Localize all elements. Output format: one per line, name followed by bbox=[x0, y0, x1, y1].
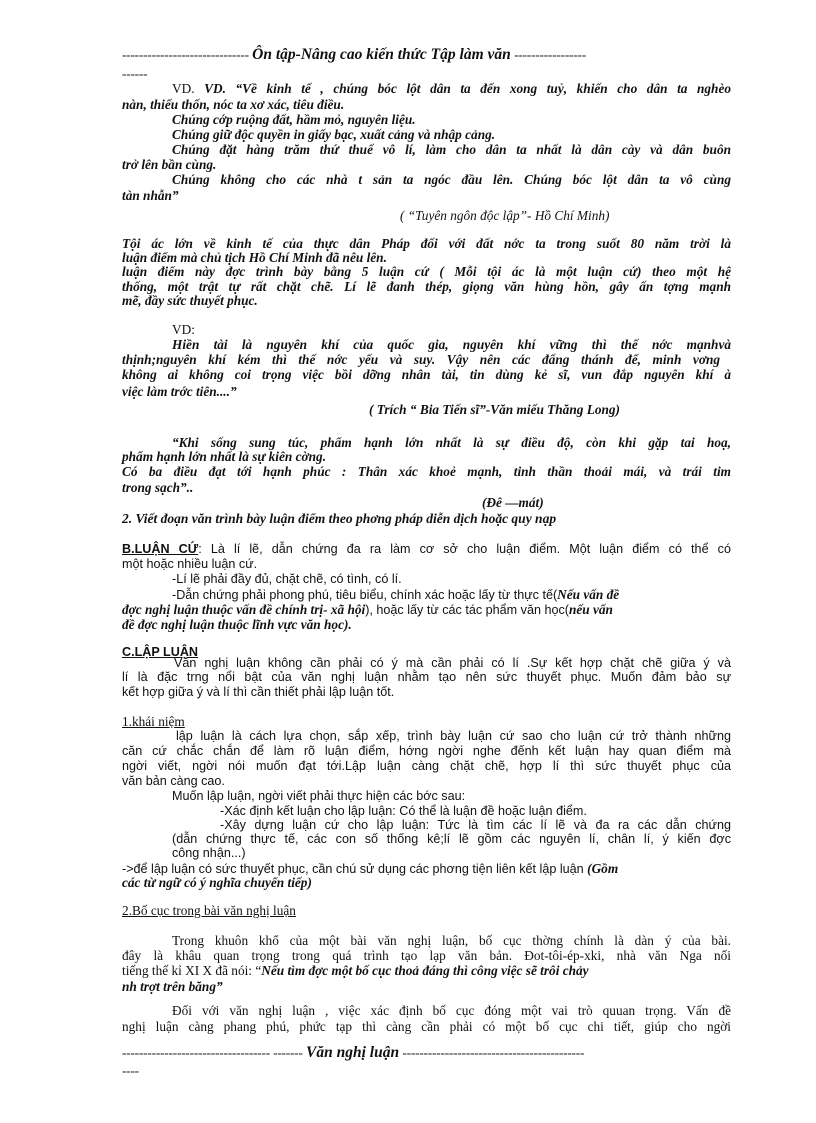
luan-cu-text-5a: đợc nghị luận thuộc vấn đề chính trị- xã hội bbox=[122, 602, 366, 617]
header-dashes-right: ----------------- bbox=[514, 47, 586, 62]
luan-cu-line-6: đề đợc nghị luận thuộc lĩnh vực văn học). bbox=[122, 617, 352, 632]
page-footer bbox=[122, 1045, 584, 1060]
luan-cu-text-5b: ), hoặc lấy từ các tác phẩm văn học( bbox=[365, 603, 569, 617]
example-1-line-6: trở lên bần cùng. bbox=[122, 157, 217, 172]
luan-cu-line-3: -Lí lẽ phải đầy đủ, chặt chẽ, có tình, có lí. bbox=[172, 572, 402, 586]
footer-dashes-wrap: ---- bbox=[122, 1063, 139, 1078]
example-3-source: (Đê —mát) bbox=[482, 495, 544, 510]
analysis-line-4: thống, một trật tự rất chặt chẽ. Lí lẽ đanh thép, giọng văn hùng hồn, gây ấn tợng mạnh bbox=[122, 279, 731, 294]
bo-cuc-line-3 bbox=[122, 963, 589, 978]
bo-cuc-line-1: Trong khuôn khổ của một bài văn nghị luận, bố cục thờng chính là dàn ý của bài. bbox=[172, 933, 731, 948]
lap-luan-line-2: lí là đặc trng nổi bật của văn nghị luận nhằm tạo nên sức thuyết phục. Muốn đảm bảo sự bbox=[122, 670, 731, 684]
luan-cu-line-2: một hoặc nhiều luận cứ. bbox=[122, 557, 258, 571]
analysis-line-2: luận điểm mà chủ tịch Hồ Chí Minh đã nêu lên. bbox=[122, 250, 387, 265]
header-title: Ôn tập-Nâng cao kiến thức Tập làm văn bbox=[252, 46, 511, 63]
example-1-line-8: tàn nhẫn” bbox=[122, 188, 179, 203]
example-2-line-3: không ai không coi trọng việc bồi dỡng nhân tài, tin dùng kẻ sĩ, vun đắp nguyên khí à bbox=[122, 367, 731, 382]
example-1-line-2: nàn, thiếu thốn, nóc ta xơ xác, tiêu điều. bbox=[122, 97, 345, 112]
example-1-line-5: Chúng đặt hàng trăm thứ thuế vô lí, làm cho dân ta nhất là dân cày và dân buôn bbox=[172, 142, 731, 157]
luan-cu-line-5 bbox=[122, 602, 613, 618]
footer-title: Văn nghị luận bbox=[306, 1044, 400, 1061]
footer-dashes-left: ----------------------------------- ------- bbox=[122, 1045, 303, 1060]
bo-cuc-line-4: nh trợt trên băng” bbox=[122, 979, 223, 994]
luan-cu-line-1 bbox=[122, 542, 731, 557]
bo-cuc-text-3a: tiếng thế kỉ XI X đã nói: “ bbox=[122, 963, 262, 978]
khai-niem-heading: 1.khái niệm bbox=[122, 714, 185, 729]
example-3-line-2: phẩm hạnh lớn nhất là sự kiên cờng. bbox=[122, 449, 327, 464]
luan-cu-text-4a: -Dẫn chứng phải phong phú, tiêu biểu, chính xác hoặc lấy từ thực tế( bbox=[172, 588, 558, 602]
khai-niem-line-8: (dẫn chứng thực tế, các con số thống kê;lí lẽ gồm các nguyên lí, chân lí, ý kiến đợc bbox=[172, 832, 731, 846]
khai-niem-text-10a: ->để lập luận có sức thuyết phục, cần chú sử dụng các phơng tiện liên kết lập luận bbox=[122, 862, 588, 876]
example-2-line-2: thịnh;nguyên khí kém thì thế nớc yếu và suy. Vậy nên các đấng thánh đế, minh vơng bbox=[122, 352, 720, 367]
khai-niem-line-2: căn cứ chắc chắn để làm rõ luận điểm, hớng ngời nghe đếnh kết luận hay quan điểm mà bbox=[122, 744, 731, 758]
bo-cuc-line-5: Đối với văn nghị luận , việc xác định bố cục đóng một vai trò quuan trọng. Vấn đề bbox=[172, 1003, 731, 1018]
bo-cuc-text-3b: Nếu tìm đợc một bố cục thoả đáng thì công việc sẽ trôi chảy bbox=[261, 963, 589, 978]
example-2-line-4: việc làm trớc tiên....” bbox=[122, 384, 237, 399]
analysis-line-3: luận điểm này đợc trình bày bằng 5 luận cứ ( Mỗi tội ác là một luận cứ) theo một hệ bbox=[122, 264, 731, 279]
lap-luan-line-3: kết hợp giữa ý và lí thì cần thiết phải lập luận tốt. bbox=[122, 685, 395, 699]
example-1-line-4: Chúng giữ độc quyền in giấy bạc, xuất cảng và nhập cảng. bbox=[172, 127, 496, 142]
bo-cuc-heading: 2.Bố cục trong bài văn nghị luận bbox=[122, 903, 296, 918]
example-2-line-1: Hiền tài là nguyên khí của quốc gia, nguyên khí vững thì thế nớc mạnhvà bbox=[172, 337, 731, 352]
bo-cuc-line-6: nghị luận càng phang phú, phức tạp thì càng cần phải có một bố cục chi tiết, giúp cho ngời bbox=[122, 1019, 731, 1034]
header-dashes-wrap: ------ bbox=[122, 66, 148, 81]
luan-cu-line-4 bbox=[172, 587, 619, 603]
example-1-source: ( “Tuyên ngôn độc lập”- Hồ Chí Minh) bbox=[400, 208, 610, 223]
bo-cuc-line-2: đây là khâu quan trọng trong quá trình tạo lạp văn bản. Đot-tôi-ép-xki, nhà văn Nga nổi bbox=[122, 948, 731, 963]
khai-niem-line-11: các từ ngữ có ý nghĩa chuyển tiếp) bbox=[122, 875, 312, 890]
example-1-line-7: Chúng không cho các nhà t sản ta ngóc đầu lên. Chúng bóc lột dân ta vô cùng bbox=[172, 172, 731, 187]
example-2-label: VD: bbox=[172, 322, 195, 337]
example-3-line-4: trong sạch”.. bbox=[122, 480, 194, 495]
lap-luan-line-1: Văn nghị luận không cần phải có ý mà cần phải có lí .Sự kết hợp chặt chẽ giữa ý và bbox=[174, 656, 731, 670]
khai-niem-line-6: -Xác định kết luận cho lập luận: Có thể là luận đề hoặc luận điểm. bbox=[220, 804, 587, 818]
luan-cu-text-1: : Là lí lẽ, dẫn chứng đa ra làm cơ sở cho luận điểm. Một luận điểm có thể có bbox=[198, 542, 731, 556]
khai-niem-text-10b: (Gồm bbox=[587, 861, 619, 876]
example-3-line-1: “Khi sống sung túc, phẩm hạnh lớn nhất là sự điều độ, còn khi gặp tai hoạ, bbox=[172, 435, 731, 450]
khai-niem-line-9: công nhận...) bbox=[172, 846, 246, 860]
khai-niem-line-4: văn bản càng cao. bbox=[122, 774, 225, 788]
example-1-line-1: VD. VD. “Về kinh tế , chúng bóc lột dân ta đến xong tuỷ, khiến cho dân ta nghèo bbox=[172, 81, 732, 96]
section-2-heading: 2. Viết đoạn văn trình bày luận điểm theo phơng pháp diễn dịch hoặc quy nạp bbox=[122, 511, 557, 526]
luan-cu-text-5c: nếu vấn bbox=[568, 602, 613, 617]
page-header bbox=[122, 47, 586, 62]
example-1-line-3: Chúng cớp ruộng đất, hầm mỏ, nguyên liệu. bbox=[172, 112, 416, 127]
analysis-line-1: Tội ác lớn về kinh tế của thực dân Pháp đối với đất nớc ta trong suốt 80 năm trời là bbox=[122, 236, 731, 251]
example-3-line-3: Có ba điều đạt tới hạnh phúc : Thân xác khoẻ mạnh, tinh thần thoải mái, và trái tim bbox=[122, 464, 731, 479]
analysis-line-5: mẽ, đầy sức thuyết phục. bbox=[122, 293, 258, 308]
khai-niem-line-5: Muốn lập luận, ngời viết phải thực hiện các bớc sau: bbox=[172, 789, 466, 803]
khai-niem-line-3: ngời viết, ngời nói muốn đạt tới.Lập luận càng chặt chẽ, hợp lí thì sức thuyết phục của bbox=[122, 759, 731, 773]
example-2-source: ( Trích “ Bia Tiến sĩ”-Văn miếu Thăng Long) bbox=[369, 402, 620, 417]
luan-cu-text-4b: Nếu vấn đề bbox=[557, 587, 620, 602]
header-dashes-left: ------------------------------ bbox=[122, 47, 249, 62]
khai-niem-line-7: -Xây dựng luận cứ cho lập luận: Tức là tìm các lí lẽ và đa ra các dẫn chứng bbox=[220, 818, 731, 832]
footer-dashes-right: ------------------------------------------- bbox=[402, 1045, 585, 1060]
luan-cu-heading: B.LUẬN CỨ bbox=[122, 542, 199, 556]
example-1-text-1: VD. “Về kinh tế , chúng bóc lột dân ta đến xong tuỷ, khiến cho dân ta nghèo bbox=[204, 81, 732, 96]
khai-niem-line-1: lập luận là cách lựa chọn, sắp xếp, trình bày luận cứ sao cho luận cứ trở thành những bbox=[176, 729, 731, 743]
lap-luan-heading: C.LẬP LUẬN bbox=[122, 645, 199, 659]
